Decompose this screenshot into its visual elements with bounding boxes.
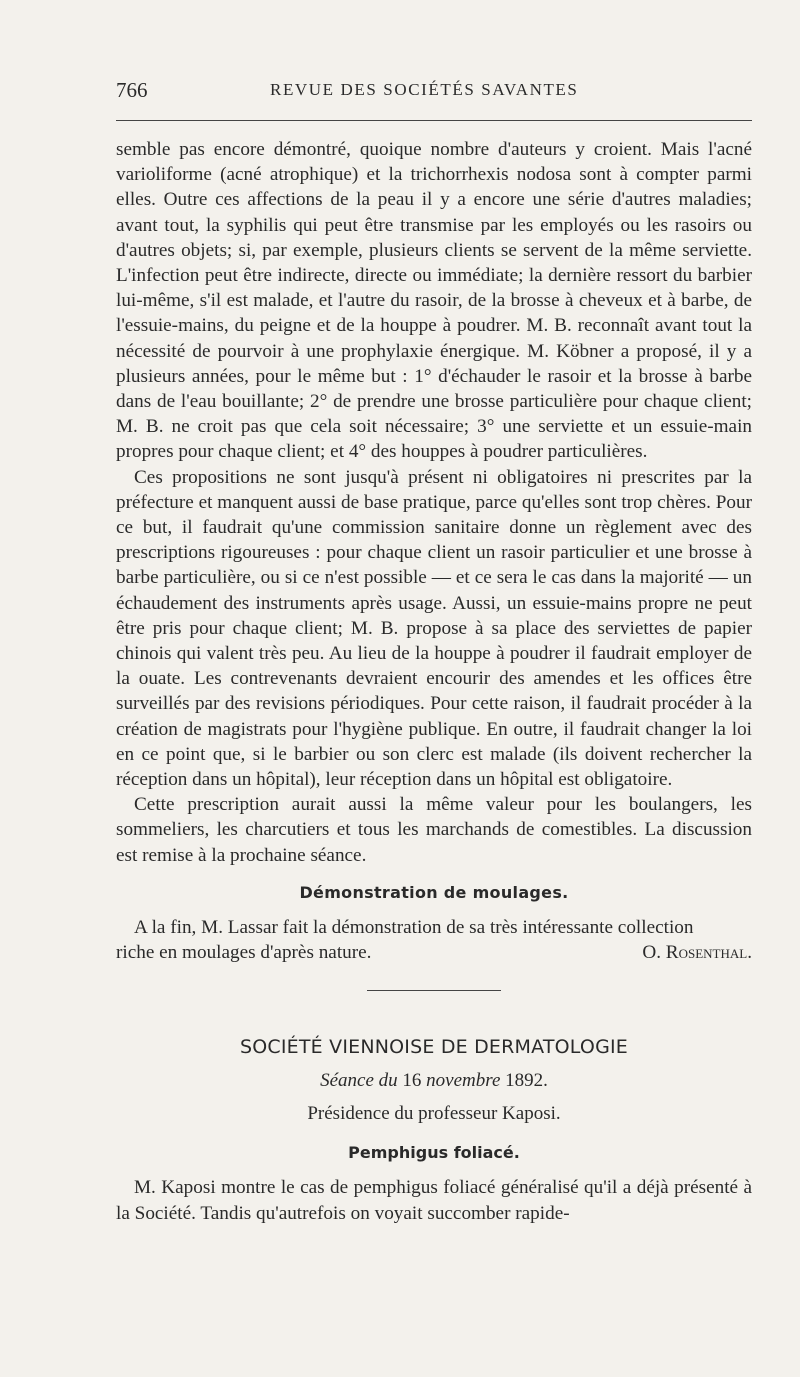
demo-heading: Démonstration de moulages.	[299, 882, 569, 902]
session-day: 16	[402, 1069, 422, 1091]
running-title: REVUE DES SOCIÉTÉS SAVANTES	[270, 80, 579, 99]
demo-text-line2: riche en moulages d'après nature.	[116, 942, 372, 964]
session-label: Séance du	[320, 1069, 398, 1091]
paragraph-3: Cette prescription aurait aussi la même valeur pour les boulangers, les sommeliers, les charcutiers et tous les marchands de comestibles. La discussion est remise à la prochaine séance.	[116, 794, 752, 866]
case-heading: Pemphigus foliacé.	[348, 1143, 520, 1163]
demo-paragraph	[116, 915, 752, 940]
author-signature: O. Rosenthal.	[642, 942, 752, 964]
demo-signoff-line	[116, 940, 752, 965]
paragraph-1: semble pas encore démontré, quoique nombre d'auteurs y croient. Mais l'acné varioliforme (acné atrophique) et la trichorrhexis nodosa sont à compter parmi elles. Outre ces affections de la peau il y a encore une série d'autres maladies; avant tout, la syphilis qui peut être transmise par les employés ou les rasoirs ou d'autres objets; si, par exemple, plusieurs clients se servent de la même serviette. L'infection peut être indirecte, directe ou immédiate; la dernière ressort du barbier lui-même, s'il est malade, et l'autre du rasoir, de la brosse à cheveux et à barbe, de l'essuie-mains, du peigne et de la houppe à poudrer. M. B. reconnaît avant tout la nécessité de pourvoir à une prophylaxie énergique. M. Köbner a proposé, il y a plusieurs années, pour le même but : 1° d'échauder le rasoir et la brosse à barbe dans de l'eau bouillante; 2° de prendre une brosse particulière pour chaque client; M. B. ne croit pas que cela soit nécessaire; 3° une serviette et un essuie-main propres pour chaque client; et 4° des houppes à poudrer particulières.	[116, 139, 752, 463]
section-divider	[367, 990, 501, 991]
session-month: novembre	[426, 1069, 501, 1091]
case-paragraph: M. Kaposi montre le cas de pemphigus foliacé généralisé qu'il a déjà présenté à la Société. Tandis qu'autrefois on voyait succomber rapide-	[116, 1177, 752, 1224]
body-text	[116, 137, 752, 1226]
page-header	[116, 78, 752, 108]
paragraph-2: Ces propositions ne sont jusqu'à présent ni obligatoires ni prescrites par la préfecture et manquent aussi de base pratique, parce qu'elles sont trop chères. Pour ce but, il faudrait qu'une commission sanitaire donne un règlement avec des prescriptions rigoureuses : pour chaque client un rasoir particulier et une brosse à barbe particulière, ou si ce n'est possible — et ce sera le cas dans la majorité — un échaudement des instruments après usage. Aussi, un essuie-mains propre ne peut être pris pour chaque client; M. B. propose à sa place des serviettes de papier chinois qui valent très peu. Au lieu de la houppe à poudrer il faudrait employer de la ouate. Les contrevenants devraient encourir des amendes et les offices être surveillés par des revisions périodiques. Pour cette raison, il faudrait procéder à la création de magistrats pour l'hygiène publique. En outre, il faudrait changer la loi en ce point que, si le barbier ou son clerc est malade (ils doivent rechercher la réception dans un hôpital), leur réception dans un hôpital est obligatoire.	[116, 466, 752, 791]
demo-text-line1: A la fin, M. Lassar fait la démonstration de sa très intéressante collection	[134, 917, 694, 939]
session-date	[116, 1068, 752, 1093]
session-year: 1892.	[505, 1069, 548, 1091]
header-rule	[116, 120, 752, 121]
presidency: Présidence du professeur Kaposi.	[307, 1102, 561, 1124]
page-number: 766	[116, 78, 148, 102]
section-title: SOCIÉTÉ VIENNOISE DE DERMATOLOGIE	[239, 1035, 629, 1058]
